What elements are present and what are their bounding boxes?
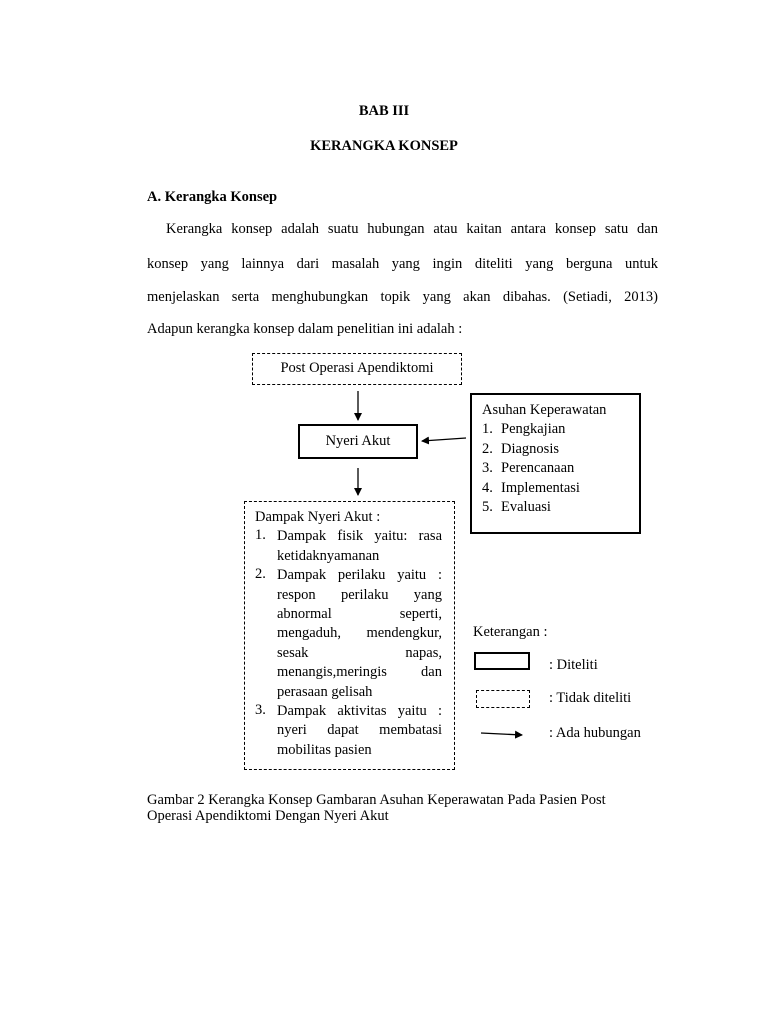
- chapter-label: BAB III: [358, 103, 410, 119]
- paragraph-line-2: konsep yang lainnya dari masalah yang ingin diteliti yang berguna untuk: [147, 256, 658, 272]
- paragraph-line-4: Adapun kerangka konsep dalam penelitian ini adalah :: [147, 321, 463, 337]
- list-item: 2. Dampak perilaku yaitu : respon perilaku yang abnormal seperti, mengaduh, mendengkur, sesak napas, menangis,meringis dan perasaan gelisah: [255, 566, 442, 700]
- legend-tidak-diteliti: : Tidak diteliti: [549, 690, 632, 706]
- paragraph-line-1: Kerangka konsep adalah suatu hubungan atau kaitan antara konsep satu dan: [166, 221, 658, 237]
- figure-caption-line-1: Gambar 2 Kerangka Konsep Gambaran Asuhan Keperawatan Pada Pasien Post: [147, 792, 606, 808]
- legend-diteliti: : Diteliti: [549, 657, 598, 673]
- asuhan-title: Asuhan Keperawatan: [482, 402, 607, 418]
- list-item: 1. Pengkajian: [482, 421, 566, 438]
- legend-solid-box-icon: [474, 652, 530, 670]
- legend-ada-hubungan: : Ada hubungan: [549, 725, 641, 741]
- list-item: 4. Implementasi: [482, 479, 580, 496]
- chapter-title: KERANGKA KONSEP: [310, 138, 458, 154]
- dampak-title: Dampak Nyeri Akut :: [255, 509, 381, 525]
- legend-arrow-icon: [481, 733, 522, 735]
- list-item: 5. Evaluasi: [482, 498, 551, 515]
- list-item: 1. Dampak fisik yaitu: rasa ketidaknyamanan: [255, 527, 442, 564]
- legend-dashed-box-icon: [476, 690, 530, 708]
- post-operasi-label: Post Operasi Apendiktomi: [280, 360, 434, 376]
- nyeri-akut-label: Nyeri Akut: [325, 433, 391, 449]
- list-item: 2. Diagnosis: [482, 440, 559, 457]
- figure-caption-line-2: Operasi Apendiktomi Dengan Nyeri Akut: [147, 808, 389, 824]
- paragraph-line-3: menjelaskan serta menghubungkan topik yang akan dibahas. (Setiadi, 2013): [147, 289, 658, 305]
- list-item: 3. Perencanaan: [482, 460, 575, 477]
- arrow-asuhan-to-nyeri: [422, 438, 466, 441]
- legend-title: Keterangan :: [473, 624, 548, 640]
- section-heading: A. Kerangka Konsep: [147, 189, 278, 205]
- list-item: 3. Dampak aktivitas yaitu : nyeri dapat membatasi mobilitas pasien: [255, 701, 442, 758]
